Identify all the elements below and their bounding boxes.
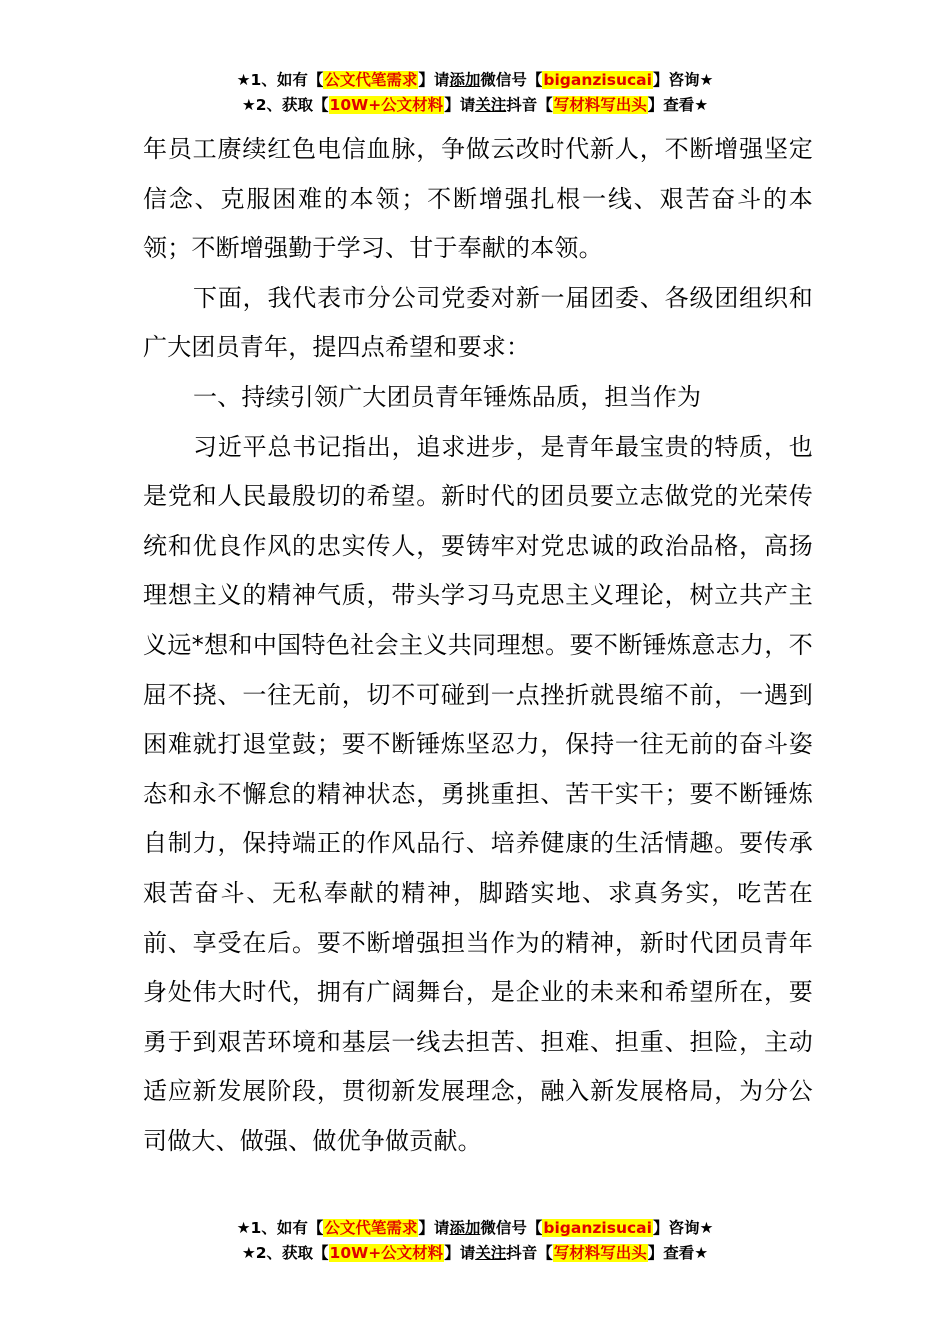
banner-text: ★2、获取【 — [241, 96, 329, 114]
section-heading: 一、持续引领广大团员青年锤炼品质，担当作为 — [193, 382, 702, 411]
highlight-materials: 10W+公文材料 — [329, 96, 444, 114]
paragraph-1: 年员工赓续红色电信血脉，争做云改时代新人，不断增强坚定信念、克服困难的本领；不断增强扎根一线、艰苦奋斗的本领；不断增强勤于学习、甘于奉献的本领。 — [143, 135, 813, 263]
header-banner — [0, 68, 950, 118]
banner-line-1 — [0, 68, 950, 93]
highlight-materials: 10W+公文材料 — [329, 1244, 444, 1262]
highlight-service: 公文代笔需求 — [324, 71, 418, 89]
banner-underlined: 关注 — [475, 1244, 507, 1262]
banner-line-1 — [0, 1216, 950, 1241]
banner-text: 】咨询★ — [652, 1219, 714, 1237]
banner-line-2 — [0, 93, 950, 118]
highlight-wechat-id: biganzisucai — [543, 1219, 652, 1237]
highlight-douyin: 写材料写出头 — [553, 1244, 647, 1262]
highlight-wechat-id: biganzisucai — [543, 71, 652, 89]
banner-text: 】请 — [444, 1244, 476, 1262]
banner-text: 微信号【 — [480, 1219, 543, 1237]
banner-text: 微信号【 — [480, 71, 543, 89]
banner-line-2 — [0, 1241, 950, 1266]
banner-text: 】请 — [444, 96, 476, 114]
banner-text: ★1、如有【 — [236, 1219, 324, 1237]
banner-text: 】查看★ — [647, 96, 709, 114]
banner-text: ★1、如有【 — [236, 71, 324, 89]
banner-text: 】咨询★ — [652, 71, 714, 89]
banner-text: 】请 — [418, 1219, 450, 1237]
banner-text: 抖音【 — [506, 96, 553, 114]
banner-underlined: 添加 — [449, 71, 481, 89]
banner-text: ★2、获取【 — [241, 1244, 329, 1262]
highlight-douyin: 写材料写出头 — [553, 96, 647, 114]
paragraph-2: 下面，我代表市分公司党委对新一届团委、各级团组织和广大团员青年，提四点希望和要求： — [143, 283, 813, 362]
banner-underlined: 添加 — [449, 1219, 481, 1237]
banner-text: 】请 — [418, 71, 450, 89]
document-body — [143, 125, 813, 1166]
highlight-service: 公文代笔需求 — [324, 1219, 418, 1237]
footer-banner — [0, 1216, 950, 1266]
banner-text: 】查看★ — [647, 1244, 709, 1262]
paragraph-3: 习近平总书记指出，追求进步，是青年最宝贵的特质，也是党和人民最殷切的希望。新时代的团员要立志做党的光荣传统和优良作风的忠实传人，要铸牢对党忠诚的政治品格，高扬理想主义的精神气质，带头学习马克思主义理论，树立共产主义远*想和中国特色社会主义共同理想。要不断锤炼意志力，不屈不挠、一往无前，切不可碰到一点挫折就畏缩不前，一遇到困难就打退堂鼓；要不断锤炼坚忍力，保持一往无前的奋斗姿态和永不懈怠的精神状态，勇挑重担、苦干实干；要不断锤炼自制力，保持端正的作风品行、培养健康的生活情趣。要传承艰苦奋斗、无私奉献的精神，脚踏实地、求真务实，吃苦在前、享受在后。要不断增强担当作为的精神，新时代团员青年身处伟大时代，拥有广阔舞台，是企业的未来和希望所在，要勇于到艰苦环境和基层一线去担苦、担难、担重、担险，主动适应新发展阶段，贯彻新发展理念，融入新发展格局，为分公司做大、做强、做优争做贡献。 — [143, 432, 813, 1155]
banner-text: 抖音【 — [506, 1244, 553, 1262]
banner-underlined: 关注 — [475, 96, 507, 114]
